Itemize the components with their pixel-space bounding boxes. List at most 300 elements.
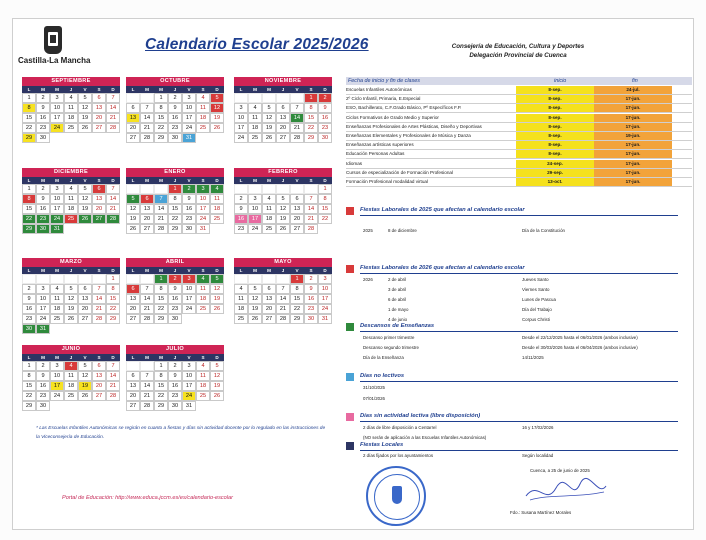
day-cell: 24 — [50, 214, 64, 224]
day-cell: 16 — [318, 113, 332, 123]
fiesta-year: 2026 — [363, 277, 373, 282]
day-cell: 13 — [92, 371, 106, 381]
day-cell: 7 — [106, 93, 120, 103]
day-cell: 25 — [50, 314, 64, 324]
day-cell: 19 — [262, 123, 276, 133]
day-cell: 10 — [318, 284, 332, 294]
month-junio — [22, 345, 120, 411]
day-cell: 25 — [210, 214, 224, 224]
weekday-label: J — [173, 87, 177, 92]
department-line-2: Delegación Provincial de Cuenca — [469, 52, 567, 59]
day-cell: 18 — [234, 304, 248, 314]
day-cell: 25 — [64, 214, 78, 224]
day-cell: 15 — [304, 113, 318, 123]
day-cell: 26 — [210, 123, 224, 133]
weekday-label: V — [83, 178, 87, 183]
day-cell: 6 — [126, 103, 140, 113]
section-rule — [360, 273, 678, 274]
day-cell: 20 — [290, 214, 304, 224]
day-cell: 25 — [64, 391, 78, 401]
day-empty — [140, 93, 154, 103]
day-empty — [234, 93, 248, 103]
fiesta-desc: Corpus Christi — [522, 317, 550, 322]
day-cell: 1 — [290, 274, 304, 284]
day-cell: 7 — [304, 194, 318, 204]
day-cell: 13 — [262, 294, 276, 304]
day-cell: 7 — [140, 103, 154, 113]
weekday-label: D — [323, 87, 327, 92]
month-enero — [126, 168, 224, 234]
day-cell: 12 — [276, 204, 290, 214]
weekday-label: M — [55, 355, 59, 360]
day-empty — [92, 274, 106, 284]
day-cell: 16 — [234, 214, 248, 224]
day-cell: 24 — [50, 391, 64, 401]
day-cell: 7 — [140, 284, 154, 294]
day-cell: 30 — [168, 401, 182, 411]
table-cell-label: Enseñanzas artísticas superiores — [346, 142, 414, 148]
day-cell: 12 — [210, 284, 224, 294]
day-empty — [36, 274, 50, 284]
day-cell: 29 — [154, 314, 168, 324]
section-fiestas-2025 — [346, 206, 692, 215]
day-empty — [248, 184, 262, 194]
day-cell: 28 — [290, 133, 304, 143]
table-row — [346, 150, 692, 159]
department — [418, 42, 618, 60]
table-cell-end: 17-jun. — [594, 114, 672, 122]
day-cell: 2 — [36, 93, 50, 103]
day-cell: 31 — [36, 324, 50, 334]
day-cell: 19 — [64, 304, 78, 314]
day-cell: 12 — [210, 371, 224, 381]
day-cell: 26 — [276, 224, 290, 234]
month-name: DICIEMBRE — [22, 168, 120, 177]
day-cell: 15 — [290, 294, 304, 304]
day-cell: 28 — [140, 314, 154, 324]
weekday-label: M — [145, 87, 149, 92]
day-cell: 2 — [182, 184, 196, 194]
day-cell: 23 — [234, 224, 248, 234]
weekday-label: L — [131, 268, 135, 273]
day-cell: 5 — [262, 103, 276, 113]
month-name: MAYO — [234, 258, 332, 267]
day-cell: 29 — [106, 314, 120, 324]
day-cell: 4 — [64, 184, 78, 194]
page-title: Calendario Escolar 2025/2026 — [145, 36, 369, 53]
table-cell-start: 24-sep. — [516, 160, 594, 168]
day-cell: 21 — [304, 214, 318, 224]
day-cell: 9 — [36, 194, 50, 204]
day-cell: 4 — [64, 93, 78, 103]
day-cell: 8 — [168, 194, 182, 204]
weekday-label: M — [159, 268, 163, 273]
month-name: JULIO — [126, 345, 224, 354]
day-cell: 21 — [290, 123, 304, 133]
weekday-label: D — [323, 268, 327, 273]
day-cell: 10 — [234, 113, 248, 123]
weekday-label: S — [201, 355, 205, 360]
weekday-label: J — [281, 87, 285, 92]
department-line-1: Consejería de Educación, Cultura y Deportes — [451, 43, 585, 50]
day-cell: 9 — [36, 103, 50, 113]
day-cell: 6 — [126, 371, 140, 381]
day-cell: 25 — [196, 123, 210, 133]
weekday-label: S — [97, 87, 101, 92]
day-cell: 24 — [36, 314, 50, 324]
weekday-label: M — [55, 268, 59, 273]
day-cell: 6 — [78, 284, 92, 294]
section-rule — [360, 450, 678, 451]
day-cell: 18 — [64, 204, 78, 214]
weekday-label: L — [239, 268, 243, 273]
col-start-label: inicio — [554, 78, 567, 84]
day-grid — [126, 184, 224, 234]
day-cell: 8 — [106, 284, 120, 294]
day-cell: 17 — [248, 214, 262, 224]
day-cell: 26 — [262, 133, 276, 143]
day-cell: 6 — [92, 184, 106, 194]
weekday-label: V — [187, 178, 191, 183]
weekday-label: M — [145, 355, 149, 360]
table-cell-end: 17-jun. — [594, 123, 672, 131]
day-cell: 31 — [182, 401, 196, 411]
weekday-header — [22, 86, 120, 93]
day-cell: 26 — [126, 224, 140, 234]
day-cell: 7 — [154, 194, 168, 204]
day-cell: 16 — [168, 381, 182, 391]
day-cell: 23 — [168, 304, 182, 314]
weekday-label: S — [97, 268, 101, 273]
section-rule — [360, 381, 678, 382]
day-cell: 23 — [36, 391, 50, 401]
section-rule — [360, 215, 678, 216]
section-no-lectivos — [346, 372, 692, 381]
day-cell: 15 — [168, 204, 182, 214]
table-cell-label: ESO, Bachillerato, C.F.Grado Básico, Pº Específicos F.P. — [346, 105, 462, 111]
table-cell-end: 17-jun. — [594, 169, 672, 177]
day-cell: 28 — [140, 401, 154, 411]
day-cell: 22 — [290, 304, 304, 314]
day-cell: 29 — [22, 224, 36, 234]
day-cell: 28 — [304, 224, 318, 234]
weekday-label: J — [281, 268, 285, 273]
day-cell: 5 — [210, 361, 224, 371]
weekday-label: L — [27, 87, 31, 92]
weekday-header — [126, 86, 224, 93]
table-cell-end: 17-jun. — [594, 104, 672, 112]
day-cell: 6 — [290, 194, 304, 204]
day-cell: 10 — [248, 204, 262, 214]
weekday-label: S — [201, 87, 205, 92]
day-cell: 1 — [318, 184, 332, 194]
day-cell: 2 — [318, 93, 332, 103]
no-lectivo-date: 31/10/2025 — [363, 385, 385, 390]
weekday-label: D — [215, 268, 219, 273]
day-cell: 25 — [262, 224, 276, 234]
day-cell: 30 — [304, 314, 318, 324]
day-cell: 23 — [36, 214, 50, 224]
weekday-label: V — [187, 355, 191, 360]
day-cell: 22 — [22, 214, 36, 224]
day-empty — [248, 93, 262, 103]
day-cell: 26 — [210, 304, 224, 314]
day-cell: 19 — [210, 381, 224, 391]
weekday-header — [22, 354, 120, 361]
day-cell: 21 — [140, 123, 154, 133]
day-cell: 26 — [78, 391, 92, 401]
day-cell: 16 — [168, 294, 182, 304]
day-cell: 9 — [318, 103, 332, 113]
festivo-legend-icon — [346, 265, 354, 273]
day-cell: 22 — [106, 304, 120, 314]
day-cell: 24 — [182, 123, 196, 133]
day-cell: 3 — [234, 103, 248, 113]
weekday-label: V — [187, 268, 191, 273]
day-cell: 17 — [234, 123, 248, 133]
day-empty — [290, 184, 304, 194]
day-cell: 21 — [106, 113, 120, 123]
day-cell: 15 — [22, 204, 36, 214]
weekday-header — [126, 354, 224, 361]
day-cell: 29 — [22, 401, 36, 411]
weekday-label: S — [309, 87, 313, 92]
day-cell: 18 — [64, 381, 78, 391]
weekday-label: S — [201, 268, 205, 273]
fiesta-date: 8 de diciembre — [388, 228, 417, 233]
day-cell: 10 — [182, 371, 196, 381]
day-cell: 12 — [78, 371, 92, 381]
day-cell: 24 — [182, 304, 196, 314]
weekday-header — [234, 267, 332, 274]
day-cell: 17 — [182, 113, 196, 123]
table-cell-start: 8-sep. — [516, 141, 594, 149]
day-cell: 23 — [36, 123, 50, 133]
day-cell: 17 — [196, 204, 210, 214]
day-cell: 27 — [262, 314, 276, 324]
no-lectivo-legend-icon — [346, 373, 354, 381]
day-cell: 11 — [248, 113, 262, 123]
day-cell: 28 — [92, 314, 106, 324]
day-cell: 1 — [154, 93, 168, 103]
weekday-label: M — [267, 268, 271, 273]
descanso-label: Descanso primer trimestre — [363, 335, 415, 340]
day-cell: 20 — [126, 304, 140, 314]
weekday-label: M — [253, 178, 257, 183]
weekday-label: V — [295, 178, 299, 183]
day-cell: 3 — [36, 284, 50, 294]
day-cell: 14 — [106, 103, 120, 113]
weekday-label: L — [131, 355, 135, 360]
day-cell: 11 — [234, 294, 248, 304]
weekday-label: V — [187, 87, 191, 92]
day-cell: 19 — [210, 294, 224, 304]
day-grid — [234, 274, 332, 324]
day-cell: 4 — [262, 194, 276, 204]
locales-legend-icon — [346, 442, 354, 450]
day-cell: 21 — [106, 381, 120, 391]
place-date: Cuenca, a 25 de junio de 2025 — [530, 468, 590, 473]
day-cell: 22 — [168, 214, 182, 224]
day-grid — [22, 184, 120, 234]
day-cell: 17 — [318, 294, 332, 304]
weekday-label: J — [281, 178, 285, 183]
fiesta-date: 2 de abril — [388, 277, 407, 282]
day-cell: 25 — [248, 133, 262, 143]
weekday-label: L — [27, 355, 31, 360]
day-empty — [248, 274, 262, 284]
table-row — [346, 169, 692, 178]
day-cell: 28 — [154, 224, 168, 234]
table-cell-end: 17-jun. — [594, 150, 672, 158]
day-cell: 15 — [154, 294, 168, 304]
day-cell: 6 — [92, 361, 106, 371]
day-empty — [50, 274, 64, 284]
day-cell: 12 — [248, 294, 262, 304]
descanso-label: Descanso segundo trimestre — [363, 345, 419, 350]
day-cell: 22 — [154, 304, 168, 314]
day-cell: 26 — [210, 391, 224, 401]
day-cell: 11 — [196, 371, 210, 381]
day-cell: 16 — [36, 113, 50, 123]
day-empty — [140, 361, 154, 371]
weekday-label: M — [159, 87, 163, 92]
section-title: Fiestas Laborales de 2026 que afectan al calendario escolar — [360, 265, 525, 271]
day-cell: 10 — [50, 103, 64, 113]
day-cell: 13 — [92, 103, 106, 113]
table-cell-label: Enseñanzas Profesionales de Artes Plásticas, Diseño y Deportivas — [346, 123, 482, 129]
day-cell: 29 — [154, 133, 168, 143]
day-empty — [126, 274, 140, 284]
weekday-label: V — [295, 268, 299, 273]
fiesta-desc: Jueves Santo — [522, 277, 549, 282]
table-cell-start: 8-sep. — [516, 132, 594, 140]
day-cell: 20 — [92, 204, 106, 214]
no-lectivo-date: 07/01/2026 — [363, 396, 385, 401]
day-cell: 16 — [168, 113, 182, 123]
weekday-label: L — [239, 178, 243, 183]
day-cell: 7 — [106, 361, 120, 371]
day-cell: 6 — [276, 103, 290, 113]
weekday-label: S — [201, 178, 205, 183]
day-cell: 1 — [168, 184, 182, 194]
day-cell: 20 — [126, 391, 140, 401]
day-cell: 12 — [64, 294, 78, 304]
day-empty — [276, 274, 290, 284]
day-cell: 20 — [262, 304, 276, 314]
section-rule — [360, 331, 678, 332]
weekday-label: J — [173, 355, 177, 360]
day-cell: 6 — [262, 284, 276, 294]
day-cell: 12 — [78, 194, 92, 204]
table-cell-start: 8-sep. — [516, 95, 594, 103]
day-cell: 25 — [196, 304, 210, 314]
crest-icon — [44, 26, 62, 54]
day-cell: 24 — [50, 123, 64, 133]
day-cell: 2 — [234, 194, 248, 204]
libre-line: 2 días de libre disposición a Centarrel — [363, 425, 437, 430]
weekday-label: M — [55, 178, 59, 183]
day-cell: 30 — [168, 133, 182, 143]
day-cell: 29 — [290, 314, 304, 324]
day-cell: 8 — [22, 371, 36, 381]
day-cell: 30 — [36, 133, 50, 143]
portal-link[interactable]: Portal de Educación: http://www.educa.jccm.es/es/calendario-escolar — [62, 495, 234, 501]
day-cell: 15 — [106, 294, 120, 304]
logo — [18, 26, 91, 68]
day-cell: 16 — [182, 204, 196, 214]
day-cell: 25 — [64, 123, 78, 133]
month-mayo — [234, 258, 332, 324]
signature-icon — [520, 476, 610, 506]
table-row — [346, 114, 692, 123]
weekday-label: M — [41, 355, 45, 360]
day-cell: 12 — [126, 204, 140, 214]
day-empty — [262, 93, 276, 103]
day-cell: 14 — [276, 294, 290, 304]
weekday-label: M — [159, 178, 163, 183]
weekday-label: J — [69, 355, 73, 360]
day-cell: 24 — [182, 391, 196, 401]
day-cell: 3 — [248, 194, 262, 204]
table-cell-start: 13-oct. — [516, 178, 594, 186]
fiesta-desc: Día de la Constitución — [522, 228, 565, 233]
day-cell: 15 — [154, 381, 168, 391]
day-cell: 31 — [182, 133, 196, 143]
day-cell: 24 — [234, 133, 248, 143]
day-cell: 13 — [92, 194, 106, 204]
day-cell: 31 — [50, 224, 64, 234]
month-marzo — [22, 258, 120, 334]
table-cell-label: Cursos de especialización de Formación Profesional — [346, 169, 453, 175]
table-cell-label: 2º Ciclo Infantil, Primaria, E.Especial — [346, 96, 421, 102]
day-cell: 31 — [318, 314, 332, 324]
day-cell: 26 — [78, 123, 92, 133]
day-cell: 28 — [106, 214, 120, 224]
table-row — [346, 123, 692, 132]
day-cell: 22 — [318, 214, 332, 224]
day-empty — [234, 274, 248, 284]
day-cell: 6 — [140, 194, 154, 204]
day-cell: 3 — [182, 361, 196, 371]
day-cell: 18 — [262, 214, 276, 224]
day-cell: 23 — [318, 123, 332, 133]
weekday-header — [126, 267, 224, 274]
day-cell: 4 — [248, 103, 262, 113]
day-cell: 1 — [154, 274, 168, 284]
day-grid — [22, 274, 120, 334]
day-empty — [290, 93, 304, 103]
table-cell-end: 17-jun. — [594, 178, 672, 186]
day-cell: 13 — [276, 113, 290, 123]
weekday-label: D — [111, 87, 115, 92]
day-cell: 14 — [106, 194, 120, 204]
weekday-label: V — [83, 87, 87, 92]
day-cell: 18 — [50, 304, 64, 314]
day-cell: 1 — [22, 184, 36, 194]
month-name: SEPTIEMBRE — [22, 77, 120, 86]
day-cell: 9 — [234, 204, 248, 214]
day-cell: 3 — [182, 274, 196, 284]
day-cell: 14 — [106, 371, 120, 381]
day-cell: 9 — [22, 294, 36, 304]
day-grid — [126, 93, 224, 143]
day-cell: 13 — [126, 381, 140, 391]
day-cell: 21 — [140, 391, 154, 401]
day-cell: 19 — [210, 113, 224, 123]
day-cell: 14 — [92, 294, 106, 304]
weekday-label: L — [27, 178, 31, 183]
